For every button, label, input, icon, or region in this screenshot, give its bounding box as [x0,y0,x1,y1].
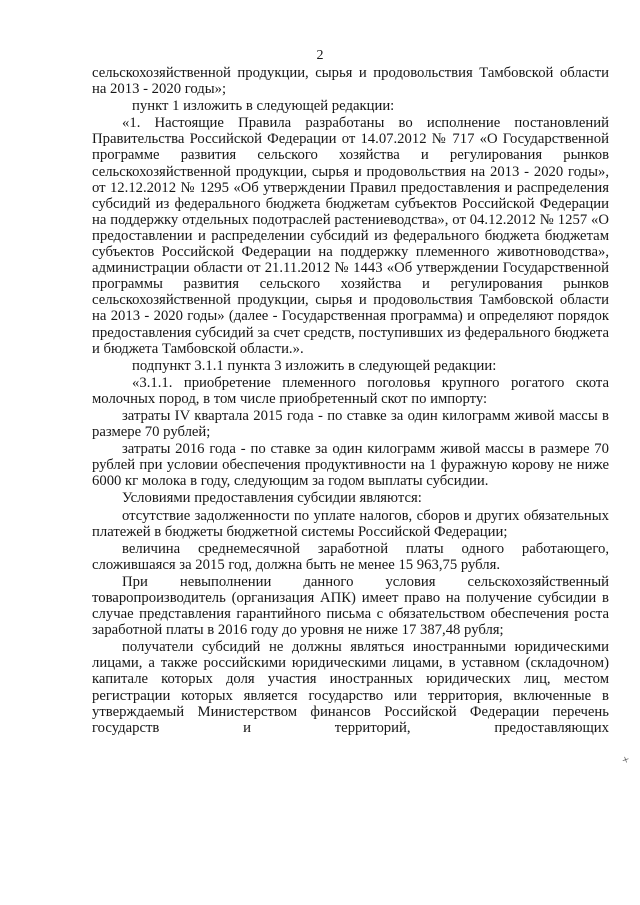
paragraph-clause-1-text: «1. Настоящие Правила разработаны во исполнение постановлений Правительства Российской Федерации от 14.07.2012 № 717 «О Государственной программе развития сельского хозяйства и регулирования рынков сельскохозяйственной продукции, сырья и продовольствия на 2013 - 2020 годы», от 12.12.2012 № 1295 «Об утверждении Правил предоставления и распределения субсидий из федерального бюджета бюджетам субъектов Российской Федерации на поддержку отдельных подотраслей растениеводства», от 04.12.2012 № 1257 «О предоставлении и распределении субсидий из федерального бюджета бюджетам субъектов Российской Федерации на поддержку племенного животноводства», администрации области от 21.11.2012 № 1443 «Об утверждении Государственной программы развития сельского хозяйства и регулирования рынков сельскохозяйственной продукции, сырья и продовольствия Тамбовской области на 2013 - 2020 годы» (далее - Государственная программа) и определяют порядок предоставления субсидий за счет средств, поступивших из федерального бюджета и бюджета Тамбовской области.». [92,115,609,357]
document-body [92,65,609,737]
paragraph-costs-2015: затраты IV квартала 2015 года - по ставке за один килограмм живой массы в размере 70 рублей; [92,407,609,441]
paragraph-subclause-intro: подпункт 3.1.1 пункта 3 изложить в следующей редакции: [132,357,497,374]
paragraph-continuation: сельскохозяйственной продукции, сырья и продовольствия Тамбовской области на 2013 - 2020 годы»; [92,65,609,98]
paragraph-average-salary: величина среднемесячной заработной платы одного работающего, сложившаяся за 2015 год, должна быть не менее 15 963,75 рубля. [92,540,609,573]
paragraph-clause-1-intro: пункт 1 изложить в следующей редакции: [132,98,395,115]
margin-handwritten-mark: + [619,751,632,768]
paragraph-no-debt: отсутствие задолженности по уплате налогов, сборов и других обязательных платежей в бюджеты бюджетной системы Российской Федерации; [92,507,609,540]
paragraph-guarantee-letter: При невыполнении данного условия сельскохозяйственный товаропроизводитель (организация АПК) имеет право на получение субсидии в случае представления гарантийного письма с обязательством обеспечения роста заработной платы в 2016 году до уровня не ниже 17 387,48 рубля; [92,573,609,639]
paragraph-foreign-entities: получатели субсидий не должны являться иностранными юридическими лицами, а также российскими юридическими лицами, в уставном (складочном) капитале которых доля участия иностранных юридических лиц, местом регистрации которых является государство или территория, включенные в утверждаемый Министерством финансов Российской Федерации перечень государств и территорий, предоставляющих [92,639,609,736]
paragraph-costs-2016: затраты 2016 года - по ставке за один килограмм живой массы в размере 70 рублей при условии обеспечения продуктивности на 1 фуражную корову не ниже 6000 кг молока в году, следующим за годом выплаты субсидии. [92,441,609,490]
paragraph-subclause-3-1-1: «3.1.1. приобретение племенного поголовья крупного рогатого скота молочных пород, в том числе приобретенный скот по импорту: [92,374,609,407]
paragraph-conditions-heading: Условиями предоставления субсидии являются: [122,490,422,507]
page-number: 2 [316,48,324,63]
